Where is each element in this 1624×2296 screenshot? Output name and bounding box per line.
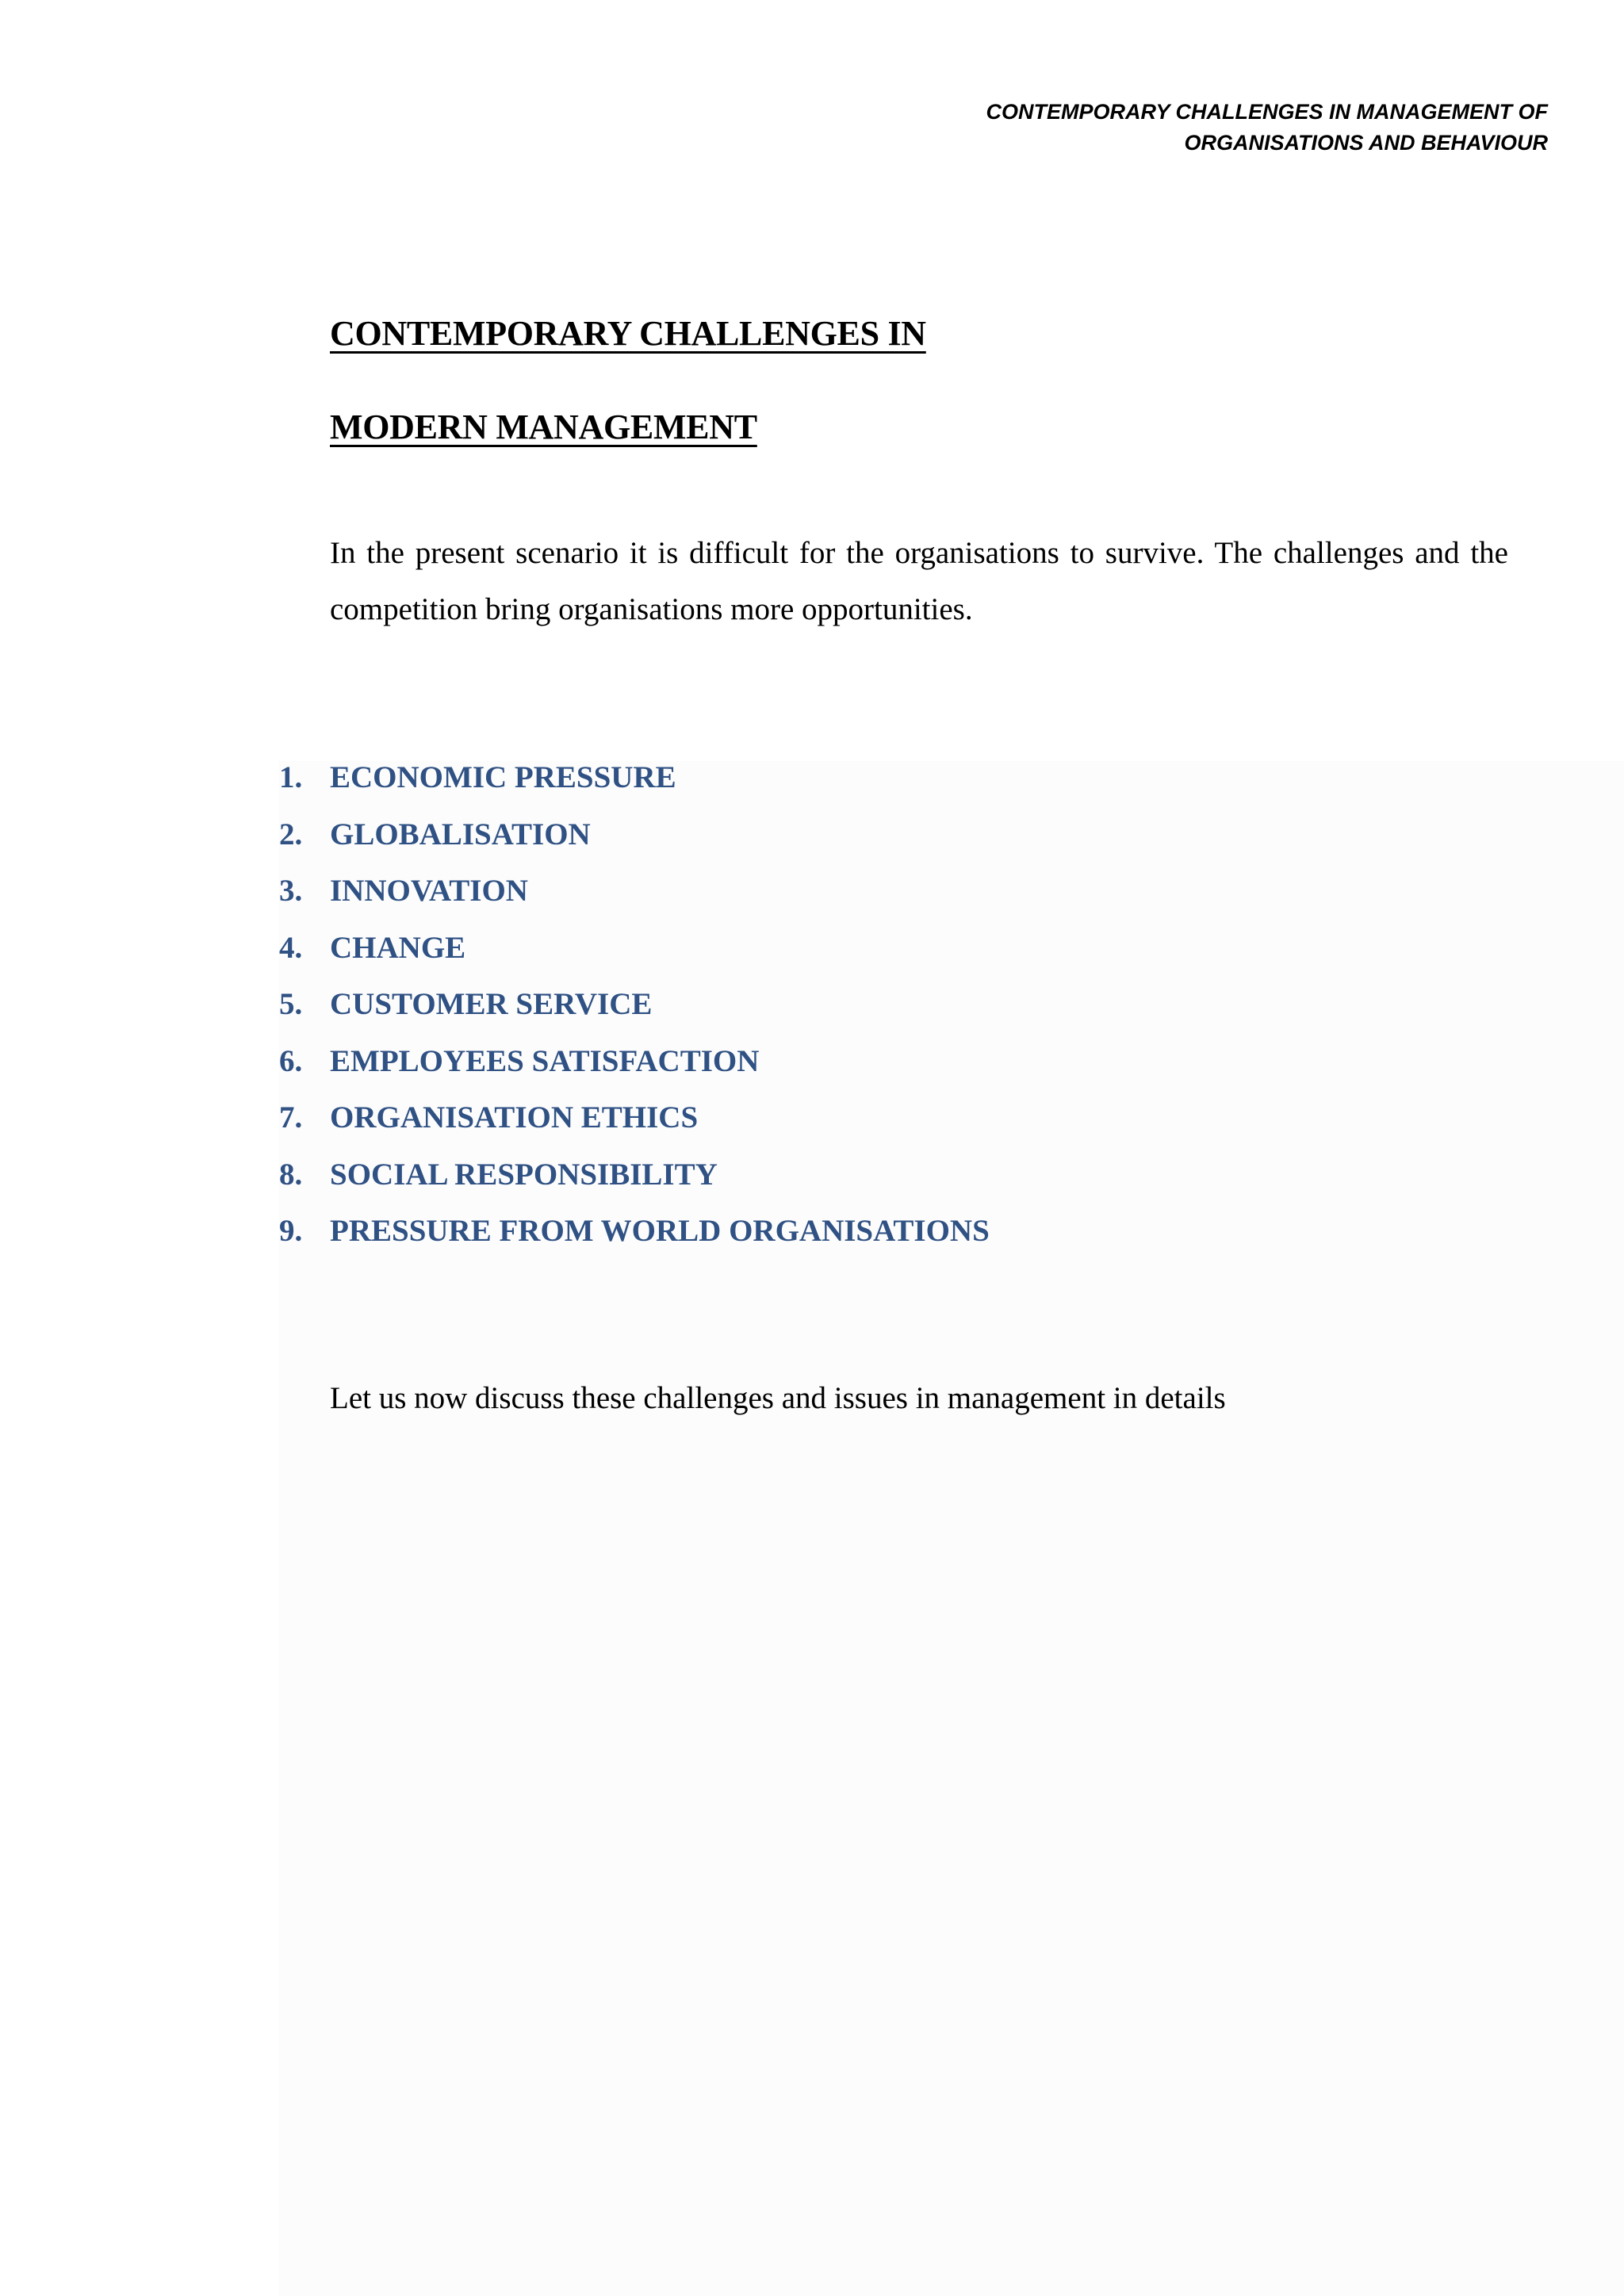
list-item-number: 7. — [279, 1100, 303, 1135]
list-item-label: SOCIAL RESPONSIBILITY — [330, 1157, 718, 1192]
challenges-list — [279, 749, 990, 1260]
list-item — [279, 1033, 990, 1090]
list-item-label: GLOBALISATION — [330, 817, 591, 851]
list-item-label: CUSTOMER SERVICE — [330, 987, 653, 1021]
list-item-number: 2. — [279, 817, 303, 851]
list-item-number: 4. — [279, 930, 303, 965]
closing-paragraph: Let us now discuss these challenges and issues in management in details — [330, 1381, 1226, 1415]
page-title-line-1: CONTEMPORARY CHALLENGES IN — [330, 314, 926, 353]
list-item — [279, 806, 990, 863]
list-item-label: INNOVATION — [330, 874, 528, 908]
list-item — [279, 863, 990, 920]
list-item-label: PRESSURE FROM WORLD ORGANISATIONS — [330, 1214, 990, 1248]
list-item-label: ECONOMIC PRESSURE — [330, 760, 676, 794]
page-title-line-2: MODERN MANAGEMENT — [330, 408, 757, 446]
list-item — [279, 976, 990, 1033]
list-item — [279, 1146, 990, 1203]
list-item-number: 5. — [279, 987, 303, 1021]
list-item-number: 9. — [279, 1214, 303, 1248]
list-item-number: 3. — [279, 874, 303, 908]
list-item-label: EMPLOYEES SATISFACTION — [330, 1043, 760, 1078]
list-item-number: 6. — [279, 1043, 303, 1078]
list-item — [279, 1089, 990, 1146]
running-header-line-1: CONTEMPORARY CHALLENGES IN MANAGEMENT OF — [986, 100, 1548, 124]
list-item-number: 8. — [279, 1157, 303, 1192]
list-item — [279, 920, 990, 977]
list-item-label: ORGANISATION ETHICS — [330, 1100, 699, 1135]
running-header — [834, 97, 1548, 159]
list-item — [279, 749, 990, 806]
running-header-line-2: ORGANISATIONS AND BEHAVIOUR — [1184, 131, 1548, 155]
list-item-number: 1. — [279, 760, 303, 794]
list-item-label: CHANGE — [330, 930, 466, 965]
intro-paragraph: In the present scenario it is difficult for the organisations to survive. The challenges and the competition bring organisations more opportunities. — [330, 536, 1508, 626]
page-title — [330, 287, 926, 474]
list-item — [279, 1203, 990, 1260]
